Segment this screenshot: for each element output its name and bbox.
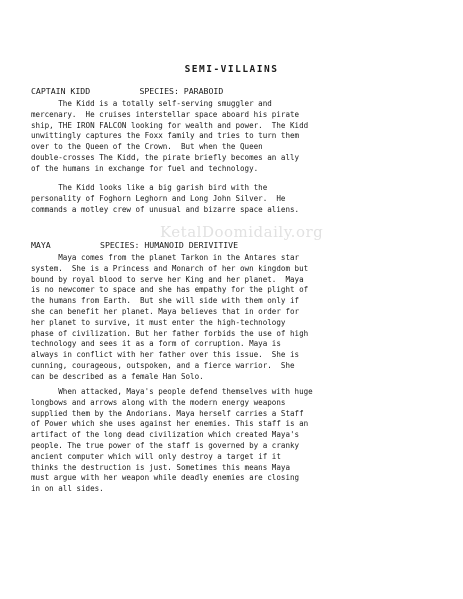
text-line: system. She is a Princess and Monarch of her own kingdom but xyxy=(31,263,309,273)
text-line: she can benefit her planet. Maya believes that in order for xyxy=(31,306,300,316)
text-line: artifact of the long dead civilization which created Maya's xyxy=(31,430,300,440)
text-line: always in conflict with her father over this issue. She is xyxy=(31,350,300,360)
paragraph-maya-weapons xyxy=(31,387,431,495)
paragraph-kidd-appearance xyxy=(31,183,431,215)
text-line: can be described as a female Han Solo. xyxy=(31,371,204,381)
text-line: unwittingly captures the Foxx family and tries to turn them xyxy=(31,131,300,141)
text-line: double-crosses The Kidd, the pirate briefly becomes an ally xyxy=(31,152,300,162)
text-line: ship, THE IRON FALCON looking for wealth and power. The Kidd xyxy=(31,120,309,130)
text-line: commands a motley crew of unusual and bizarre space aliens. xyxy=(31,204,300,214)
text-line: is no newcomer to space and she has empathy for the plight of xyxy=(31,285,309,295)
text-line: When attacked, Maya's people defend themselves with huge xyxy=(31,387,313,396)
paragraph-kidd-description xyxy=(31,99,431,175)
text-line: mercenary. He cruises interstellar space aboard his pirate xyxy=(31,109,300,119)
text-line: people. The true power of the staff is governed by a cranky xyxy=(31,440,300,450)
text-line: ancient computer which will only destroy a target if it xyxy=(31,451,281,461)
page-title: SEMI-VILLAINS xyxy=(184,64,279,75)
text-line: technology and sees it as a form of corruption. Maya is xyxy=(31,339,281,349)
text-line: over to the Queen of the Crown. But when the Queen xyxy=(31,142,263,152)
text-line: Maya comes from the planet Tarkon in the Antares star xyxy=(31,253,300,262)
text-line: personality of Foghorn Leghorn and Long John Silver. He xyxy=(31,193,286,203)
text-line: longbows and arrows along with the modern energy weapons xyxy=(31,397,286,407)
text-line: thinks the destruction is just. Sometimes this means Maya xyxy=(31,462,290,472)
text-line: The Kidd is a totally self-serving smuggler and xyxy=(31,99,272,108)
paragraph-maya-description xyxy=(31,253,431,383)
section-heading-maya: MAYA SPECIES: HUMANOID DERIVITIVE xyxy=(31,240,239,250)
watermark: KetalDoomidaily.org xyxy=(160,223,324,241)
text-line: of Power which she uses against her enemies. This staff is an xyxy=(31,419,309,429)
section-heading-captain-kidd: CAPTAIN KIDD SPECIES: PARABOID xyxy=(31,86,224,96)
text-line: in on all sides. xyxy=(31,484,104,494)
text-line: cunning, courageous, outspoken, and a fierce warrior. She xyxy=(31,360,295,370)
text-line: supplied them by the Andorians. Maya herself carries a Staff xyxy=(31,408,304,418)
text-line: bound by royal blood to serve her King and her planet. Maya xyxy=(31,274,304,284)
text-line: The Kidd looks like a big garish bird with the xyxy=(31,183,268,192)
text-line: her planet to survive, it must enter the high-technology xyxy=(31,317,286,327)
text-line: of the humans in exchange for fuel and technology. xyxy=(31,163,259,173)
text-line: must argue with her weapon while deadly enemies are closing xyxy=(31,473,300,483)
text-line: the humans from Earth. But she will side with them only if xyxy=(31,296,300,306)
text-line: phase of civilization. But her father forbids the use of high xyxy=(31,328,309,338)
